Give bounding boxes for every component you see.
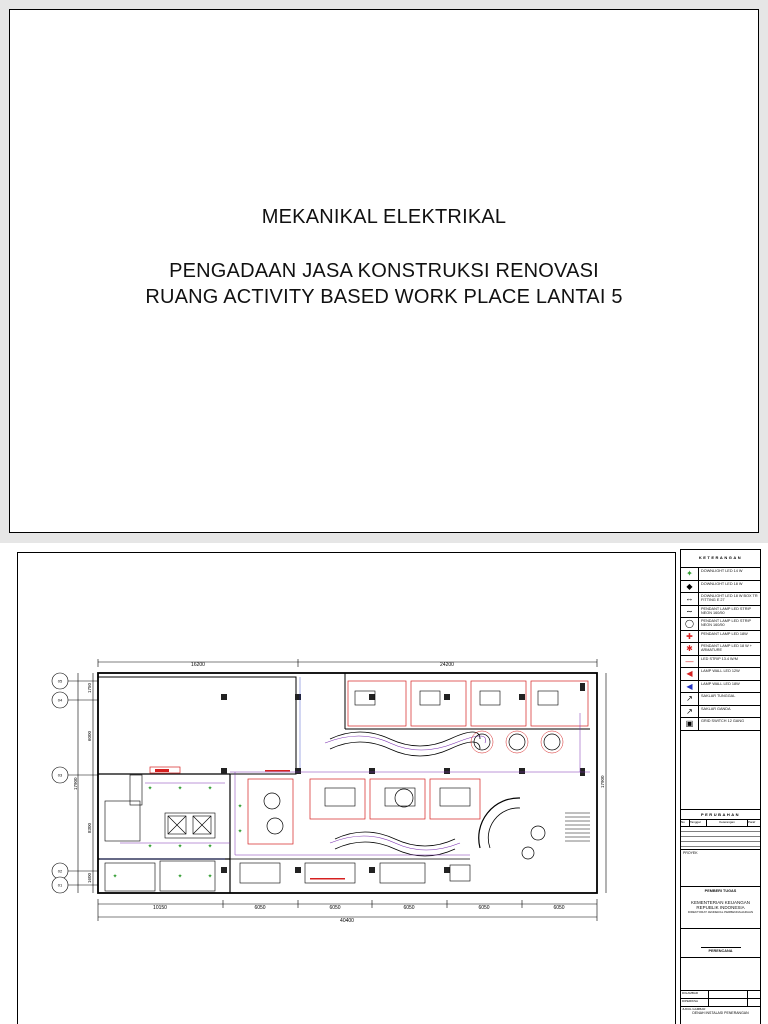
svg-text:✦: ✦	[237, 829, 243, 835]
planner-label: PERENCANA	[708, 948, 733, 953]
legend-title: KETERANGAN	[698, 555, 743, 560]
svg-text:✦: ✦	[207, 874, 213, 880]
legend-label: GRID SWITCH 12 GANG	[701, 719, 745, 723]
total-dim: 40400	[340, 918, 354, 924]
left-dim-2: 6000	[87, 730, 92, 741]
legend-label: PENDANT LAMP LED 18 W + ARMATURE	[701, 644, 753, 652]
owner-line-2: REPUBLIK INDONESIA	[696, 904, 745, 910]
legend-row	[681, 655, 760, 668]
left-dim-4: 8300	[87, 822, 92, 833]
legend-row	[681, 567, 760, 580]
rev-col-date: Tanggal	[690, 820, 707, 826]
svg-text:✦: ✦	[207, 844, 213, 850]
double-arrow-icon: ↔	[681, 593, 699, 605]
svg-text:✦: ✦	[147, 786, 153, 792]
cover-page	[9, 9, 759, 533]
drawing-title: DENAH INSTALASI PENERANGAN	[692, 1010, 749, 1015]
wave-icon: ∼	[681, 606, 699, 618]
wall-lamp-icon: ◀	[681, 681, 699, 693]
svg-text:✦: ✦	[177, 786, 183, 792]
downlight-icon: ◆	[681, 581, 699, 593]
cover-subtitle-line1: PENGADAAN JASA KONSTRUKSI RENOVASI	[169, 260, 599, 282]
owner-line-1: KEMENTERIAN KEUANGAN	[690, 899, 750, 905]
switch-icon: ↗	[681, 693, 699, 705]
legend-row	[681, 617, 760, 630]
cover-subtitle-line2: RUANG ACTIVITY BASED WORK PLACE LANTAI 5	[145, 286, 623, 308]
left-dim-1: 1750	[87, 682, 92, 693]
floor-plan-page	[0, 543, 768, 1024]
svg-text:✦: ✦	[177, 874, 183, 880]
legend-label: PENDANT LAMP LED 18W	[701, 631, 748, 636]
bottom-dim-2: 6050	[254, 905, 266, 911]
grid-bubble-01: 01	[57, 882, 63, 888]
revision-title: PERUBAHAN	[700, 811, 741, 817]
left-dim-3: 17900	[73, 777, 78, 790]
svg-text:✦: ✦	[207, 786, 213, 792]
floor-plan-drawing	[0, 543, 680, 1024]
grid-bubble-04: 04	[57, 697, 63, 703]
bottom-dim-4: 6050	[403, 905, 415, 911]
grid-switch-icon: ▣	[681, 718, 699, 730]
title-block	[680, 549, 761, 1024]
svg-text:✦: ✦	[112, 874, 118, 880]
grid-bubble-03: 03	[57, 772, 63, 778]
legend-row	[681, 605, 760, 618]
switch-icon: ↗	[681, 706, 699, 718]
legend-label: LAMP WALL LED 12W	[701, 669, 740, 673]
bottom-dim-3: 6050	[329, 905, 341, 911]
legend-label: DOWNLIGHT LED 14 W	[701, 569, 743, 573]
void-room	[98, 677, 296, 774]
legend-label: SAKLAR TUNGGAL	[701, 694, 736, 698]
downlight-icon: ✦	[681, 568, 699, 580]
legend-row	[681, 705, 760, 718]
legend-label: PENDANT LAMP LED STRIP NEON 160/50	[701, 619, 752, 627]
drawing-title-label: JUDUL GAMBAR	[682, 1006, 706, 1011]
ring-icon: ◯	[681, 618, 699, 630]
svg-text:✦: ✦	[237, 804, 243, 810]
legend-label: DOWNLIGHT LED 18 W	[701, 581, 743, 586]
drawn-by-label: DIGAMBAR	[681, 991, 709, 998]
legend-label: PENDANT LAMP LED STRIP NEON 160/50	[701, 606, 752, 615]
pendant-icon: ✚	[681, 631, 699, 643]
left-dim-5: 1600	[87, 872, 92, 883]
legend-row	[681, 642, 760, 655]
legend-row	[681, 580, 760, 593]
rev-col-desc: Keterangan	[707, 820, 748, 826]
legend-row	[681, 630, 760, 643]
legend-label: DOWNLIGHT LED 18 W BOX TR FITTING E 27	[701, 594, 758, 602]
legend-label: LAMP WALL LED 18W	[701, 681, 740, 686]
legend-row	[681, 592, 760, 605]
cover-title: MEKANIKAL ELEKTRIKAL	[261, 206, 507, 228]
legend-label: LED STRIP 13.4 W/M	[701, 656, 738, 661]
rev-col-sign: Paraf	[748, 819, 756, 824]
checked-by-label: DIPERIKSA	[681, 999, 709, 1006]
legend-row	[681, 692, 760, 705]
legend-label: SAKLAR GANDA	[701, 706, 731, 711]
top-dim-2: 24200	[440, 662, 454, 668]
legend-row	[681, 680, 760, 693]
bottom-dim-5: 6050	[478, 905, 490, 911]
rev-col-no: No	[681, 820, 690, 826]
owner-label: PEMBERI TUGAS	[704, 888, 737, 893]
pendant-icon: ✱	[681, 643, 699, 655]
wall-lamp-icon: ◀	[681, 668, 699, 680]
right-dim: 17900	[600, 775, 605, 788]
legend-row	[681, 667, 760, 680]
project-label: PROYEK	[683, 850, 698, 855]
bottom-dim-1: 10150	[153, 905, 167, 911]
grid-bubble-02: 02	[57, 868, 63, 874]
legend-list	[681, 567, 760, 730]
grid-bubble-05: 05	[57, 678, 63, 684]
legend-row	[681, 717, 760, 730]
svg-text:✦: ✦	[177, 844, 183, 850]
svg-text:✦: ✦	[147, 844, 153, 850]
bottom-dim-6: 6050	[553, 905, 565, 911]
top-dim-1: 16200	[191, 662, 205, 668]
owner-line-3: DIREKTORAT JENDERAL PERBENDAHARAAN	[687, 909, 754, 914]
line-icon: —	[681, 656, 699, 668]
